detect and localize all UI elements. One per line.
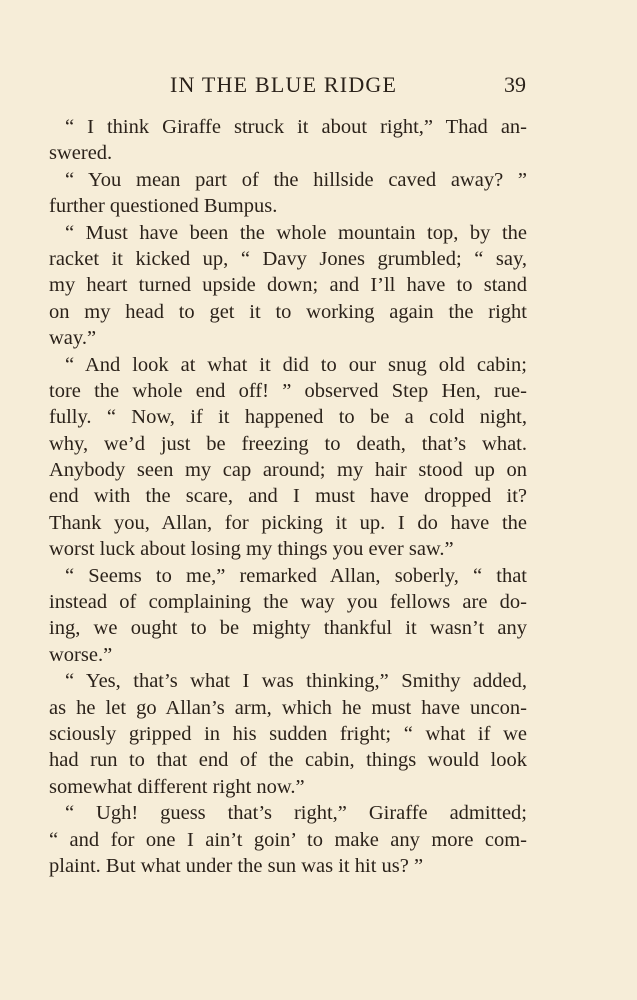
text-line: sciously gripped in his sudden fright; “ what if we <box>49 722 527 745</box>
text-line: worst luck about losing my things you ever saw.” <box>49 538 454 561</box>
text-line: ing, we ought to be mighty thankful it wasn’t any <box>49 617 527 640</box>
text-line: “ and for one I ain’t goin’ to make any more com- <box>49 828 527 851</box>
text-line: as he let go Allan’s arm, which he must have uncon- <box>49 696 527 719</box>
text-line: had run to that end of the cabin, things would look <box>49 749 527 772</box>
text-line: end with the scare, and I must have dropped it? <box>49 485 527 508</box>
text-line: on my head to get it to working again the right <box>49 300 527 323</box>
text-line: “ And look at what it did to our snug old cabin; <box>65 353 527 376</box>
text-line: Thank you, Allan, for picking it up. I do have the <box>49 511 527 534</box>
text-line: plaint. But what under the sun was it hit us? ” <box>49 854 424 877</box>
text-line: “ You mean part of the hillside caved away? ” <box>65 168 527 191</box>
text-line: worse.” <box>49 643 113 666</box>
page-header <box>0 68 637 98</box>
page-number: 39 <box>504 72 526 97</box>
text-line: “ Yes, that’s what I was thinking,” Smithy added, <box>65 670 527 693</box>
text-line: Anybody seen my cap around; my hair stood up on <box>49 459 527 482</box>
text-line: fully. “ Now, if it happened to be a cold night, <box>49 406 527 429</box>
text-line: “ I think Giraffe struck it about right,” Thad an- <box>65 116 527 138</box>
text-line: “ Ugh! guess that’s right,” Giraffe admitted; <box>65 802 527 825</box>
text-line: “ Must have been the whole mountain top, by the <box>65 221 527 244</box>
text-line: instead of complaining the way you fellows are do- <box>49 591 527 614</box>
running-head: IN THE BLUE RIDGE <box>170 72 398 97</box>
text-line: racket it kicked up, “ Davy Jones grumbled; “ say, <box>49 247 527 270</box>
text-line: why, we’d just be freezing to death, that’s what. <box>49 432 527 455</box>
text-line: my heart turned upside down; and I’ll have to stand <box>49 274 527 297</box>
text-line: “ Seems to me,” remarked Allan, soberly, “ that <box>65 564 527 587</box>
text-line: way.” <box>49 327 97 350</box>
text-line: tore the whole end off! ” observed Step Hen, rue- <box>49 379 527 402</box>
text-line: further questioned Bumpus. <box>49 195 278 218</box>
body-text <box>49 114 527 879</box>
text-line: swered. <box>49 142 113 165</box>
text-line: somewhat different right now.” <box>49 775 305 798</box>
